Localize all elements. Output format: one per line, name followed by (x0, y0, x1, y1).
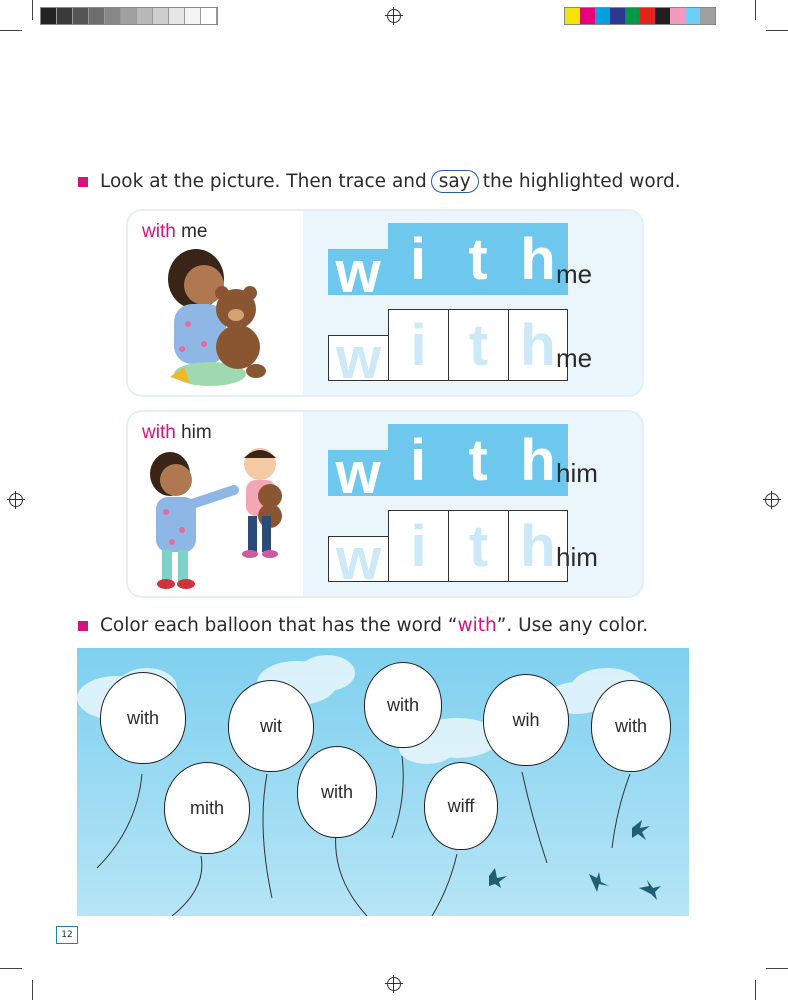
letter-tile: i (388, 424, 448, 496)
color-swatch (610, 8, 625, 24)
picture-panel (128, 211, 303, 395)
letter-tile: w (328, 249, 388, 295)
color-swatch (655, 8, 670, 24)
instruction-text: the highlighted word. (482, 171, 681, 192)
page-number: 12 (56, 926, 78, 944)
bullet-icon (78, 177, 88, 187)
color-swatch (565, 8, 580, 24)
balloon-scene (77, 648, 689, 916)
crop-mark (32, 980, 33, 1000)
trace-letter-box[interactable]: h (508, 309, 568, 381)
instruction-text: Color each balloon that has the word “ (100, 615, 458, 636)
instruction-text: ”. Use any color. (496, 615, 649, 636)
letter-tile: i (388, 223, 448, 295)
color-calibration-bar (564, 7, 716, 25)
trace-row-outline[interactable] (328, 309, 568, 391)
color-swatch (670, 8, 685, 24)
letter-tile: h (508, 223, 568, 295)
phrase-rest: him (181, 422, 212, 443)
trace-letter-box[interactable]: w (328, 536, 388, 582)
crop-mark (755, 980, 756, 1000)
girl-pointing-at-boy-illustration (142, 442, 292, 592)
gray-swatch (105, 8, 121, 24)
trace-letter-box[interactable]: h (508, 510, 568, 582)
grayscale-calibration-bar (40, 7, 218, 25)
balloon-word[interactable]: with (297, 746, 377, 838)
balloon-word[interactable]: wiff (424, 762, 498, 850)
gray-swatch (73, 8, 89, 24)
instruction-trace (78, 170, 681, 193)
gray-swatch (169, 8, 185, 24)
gray-swatch (201, 8, 217, 24)
phrase-label (142, 221, 207, 243)
letter-tile: w (328, 450, 388, 496)
gray-swatch (89, 8, 105, 24)
letter-tile: t (448, 223, 508, 295)
picture-panel (128, 412, 303, 596)
trace-row-solid (328, 223, 568, 305)
letter-tile: t (448, 424, 508, 496)
balloon-word[interactable]: with (591, 680, 671, 772)
trace-letter-box[interactable]: t (448, 510, 508, 582)
trace-letter-box[interactable]: w (328, 335, 388, 381)
trace-row-solid (328, 424, 568, 506)
color-swatch (595, 8, 610, 24)
instruction-text: Look at the picture. Then trace and (100, 171, 427, 192)
balloon-word[interactable]: with (100, 672, 186, 764)
girl-hugging-teddy-illustration (160, 249, 272, 389)
trailing-word: me (556, 259, 593, 289)
gray-swatch (57, 8, 73, 24)
highlighted-word: with (142, 221, 176, 242)
trailing-word: me (556, 343, 593, 373)
gray-swatch (185, 8, 201, 24)
crop-mark (0, 968, 22, 969)
registration-mark-left (9, 493, 23, 507)
crop-mark (0, 30, 22, 31)
crop-mark (32, 0, 33, 20)
trace-letter-box[interactable]: t (448, 309, 508, 381)
trace-row-outline[interactable] (328, 510, 568, 592)
phrase-rest: me (181, 221, 208, 242)
balloon-word[interactable]: with (364, 662, 442, 748)
color-swatch (625, 8, 640, 24)
trailing-word: him (556, 542, 598, 572)
registration-mark-bottom (387, 977, 401, 991)
gray-swatch (137, 8, 153, 24)
crop-mark (766, 30, 788, 31)
crop-mark (755, 0, 756, 20)
color-swatch (700, 8, 715, 24)
gray-swatch (121, 8, 137, 24)
trace-letter-box[interactable]: i (388, 309, 448, 381)
phrase-label (142, 422, 212, 444)
highlighted-word: with (142, 422, 176, 443)
color-swatch (640, 8, 655, 24)
balloon-word[interactable]: wit (228, 680, 314, 772)
instruction-color (78, 615, 648, 636)
gray-swatch (41, 8, 57, 24)
color-swatch (580, 8, 595, 24)
say-speech-bubble: say (431, 170, 479, 193)
highlighted-word: with (457, 615, 497, 636)
balloon-word[interactable]: mith (164, 762, 250, 854)
registration-mark-top (387, 9, 401, 23)
trace-card-with-him (126, 410, 644, 598)
trailing-word: him (556, 458, 598, 488)
crop-mark (766, 968, 788, 969)
trace-card-with-me (126, 209, 644, 397)
registration-mark-right (765, 493, 779, 507)
letter-tile: h (508, 424, 568, 496)
gray-swatch (153, 8, 169, 24)
bullet-icon (78, 621, 88, 631)
trace-letter-box[interactable]: i (388, 510, 448, 582)
color-swatch (685, 8, 700, 24)
balloon-word[interactable]: wih (483, 674, 569, 766)
